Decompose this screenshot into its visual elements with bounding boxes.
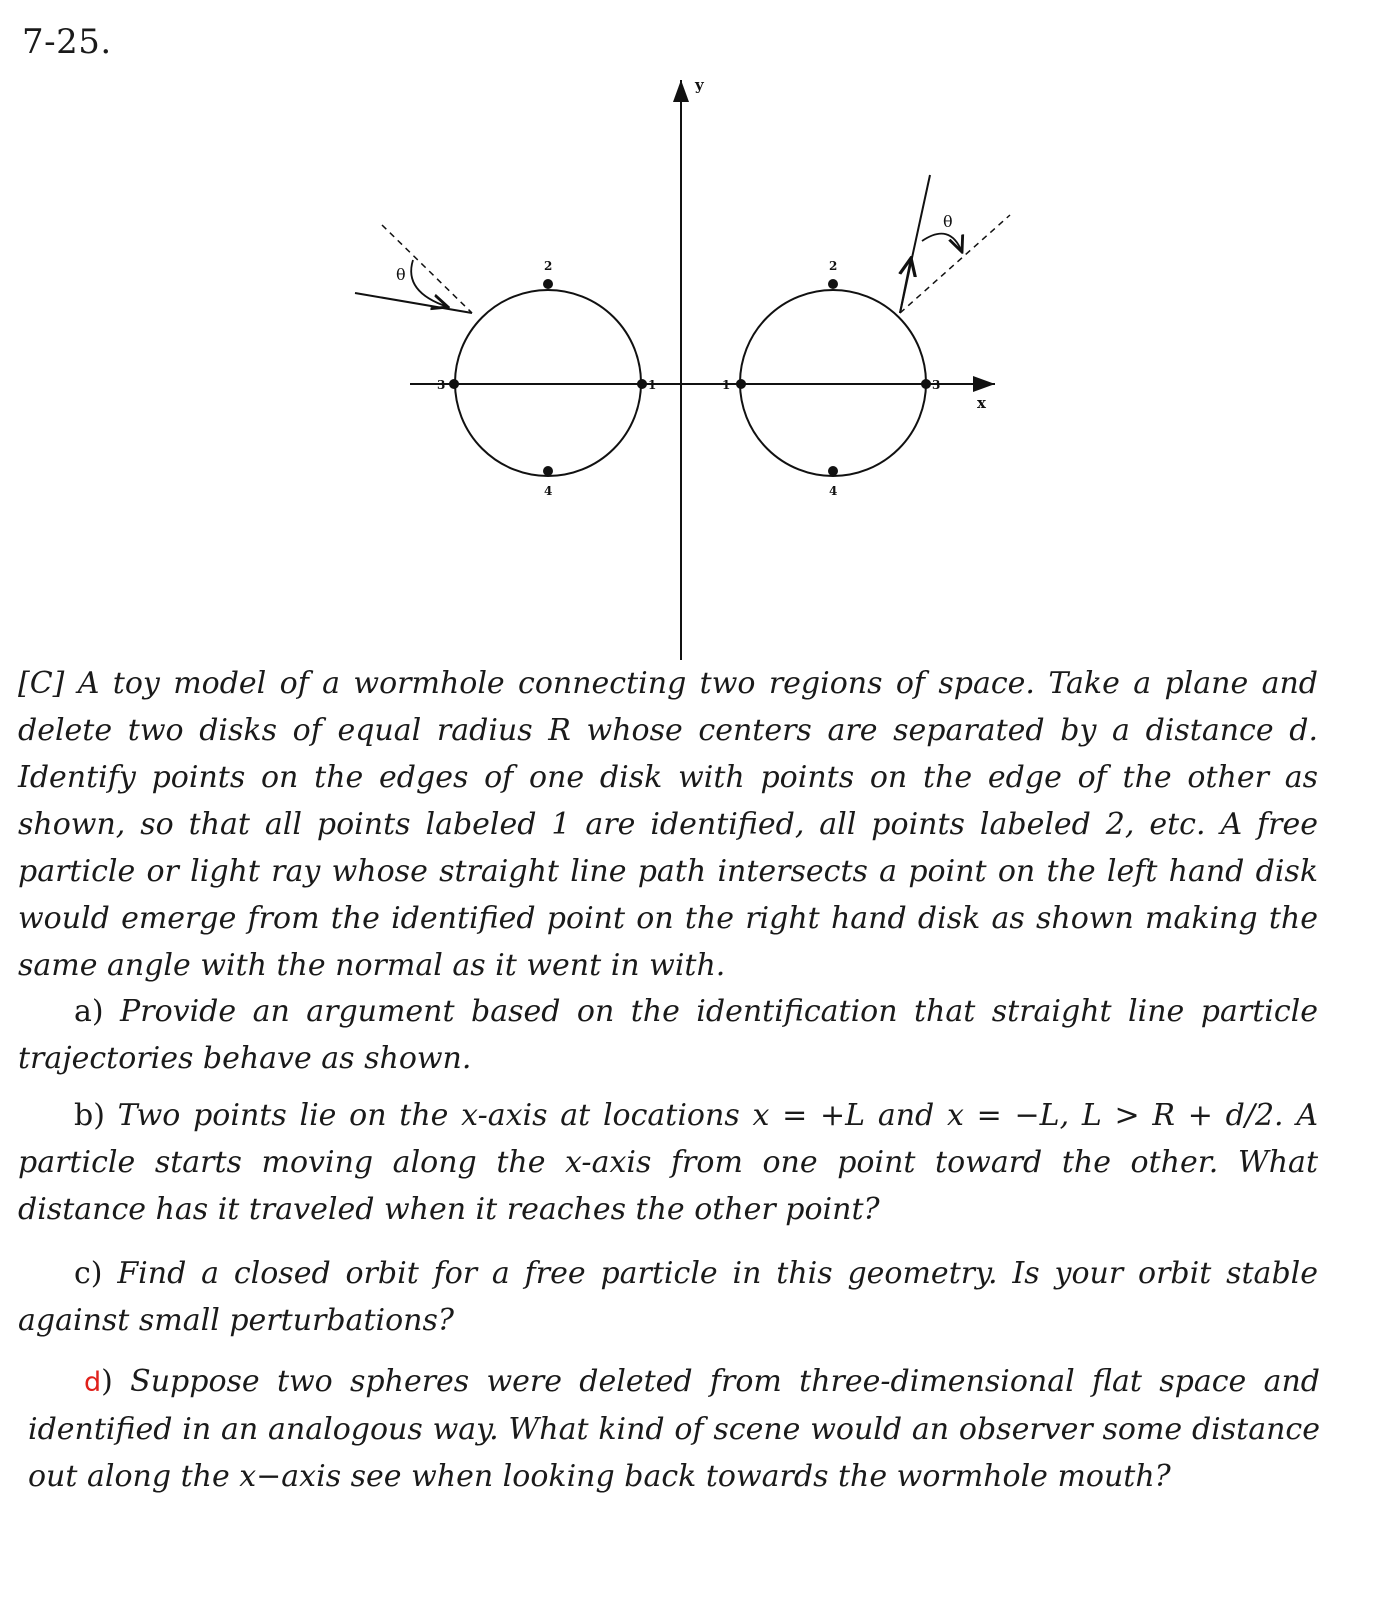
part-d-paren: ) — [101, 1364, 113, 1399]
part-c-text: Find a closed orbit for a free particle in this geometry. Is your orbit stable against small perturbations? — [18, 1256, 1318, 1338]
part-a-label: a) — [74, 994, 104, 1029]
right-point-4 — [828, 466, 838, 476]
right-label-2: 2 — [829, 259, 838, 273]
right-point-3 — [921, 379, 931, 389]
left-label-3: 3 — [437, 378, 446, 392]
left-label-1: 1 — [648, 378, 657, 392]
part-c-label: c) — [74, 1256, 103, 1291]
problem-intro — [18, 660, 1318, 989]
part-d-paragraph — [28, 1358, 1320, 1500]
part-d — [28, 1358, 1320, 1500]
part-a-paragraph — [18, 988, 1318, 1082]
right-angle-arc — [922, 234, 962, 252]
y-axis-label: y — [695, 76, 704, 94]
problem-number: 7-25. — [22, 22, 112, 62]
right-label-1: 1 — [722, 378, 731, 392]
left-label-2: 2 — [544, 259, 553, 273]
right-point-2 — [828, 279, 838, 289]
left-angle-label: θ — [396, 265, 406, 284]
left-point-1 — [637, 379, 647, 389]
part-b — [18, 1092, 1318, 1233]
part-b-label: b) — [74, 1098, 105, 1133]
part-a-text: Provide an argument based on the identification that straight line particle trajectories behave as shown. — [18, 994, 1318, 1076]
left-angle-arc — [411, 260, 448, 307]
right-point-1 — [736, 379, 746, 389]
wormhole-diagram — [0, 0, 1383, 660]
left-point-4 — [543, 466, 553, 476]
right-angle-label: θ — [943, 212, 953, 231]
part-d-letter: d — [84, 1367, 102, 1398]
x-axis-label: x — [977, 394, 986, 412]
part-a — [18, 988, 1318, 1082]
left-point-3 — [449, 379, 459, 389]
right-label-3: 3 — [932, 378, 941, 392]
part-b-paragraph — [18, 1092, 1318, 1233]
part-d-text: Suppose two spheres were deleted from three-dimensional flat space and identified in an analogous way. What kind of scene would an observer some distance out along the x−axis see when looking back towards the wormhole mouth? — [28, 1364, 1320, 1494]
right-normal-dashed — [900, 215, 1010, 313]
intro-paragraph: [C] A toy model of a wormhole connecting two regions of space. Take a plane and delete two disks of equal radius R whose centers are separated by a distance d. Identify points on the edges of one disk with points on the edge of the other as shown, so that all points labeled 1 are identified, all points labeled 2, etc. A free particle or light ray whose straight line path intersects a point on the left hand disk would emerge from the identified point on the right hand disk as shown making the same angle with the normal as it went in with. — [18, 666, 1318, 983]
left-label-4: 4 — [544, 484, 553, 498]
part-c — [18, 1250, 1318, 1344]
left-point-2 — [543, 279, 553, 289]
part-c-paragraph — [18, 1250, 1318, 1344]
part-b-text: Two points lie on the x-axis at locations x = +L and x = −L, L > R + d/2. A particle starts moving along the x-axis from one point toward the other. What distance has it traveled when it reaches the other point? — [18, 1098, 1318, 1227]
right-label-4: 4 — [829, 484, 838, 498]
